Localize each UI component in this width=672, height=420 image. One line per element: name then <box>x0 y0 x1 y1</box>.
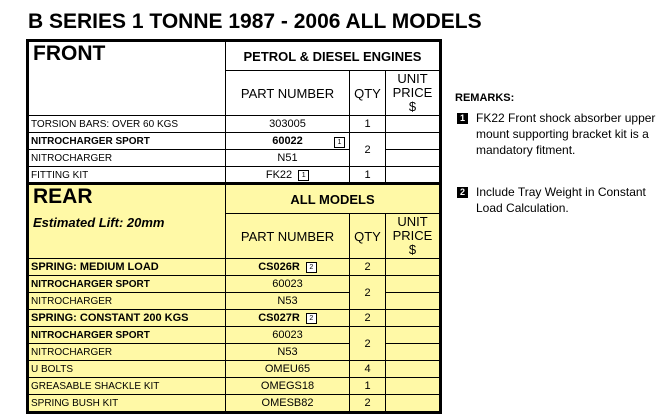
table-row <box>28 276 441 293</box>
table-row <box>28 378 441 395</box>
row-unit-price-input[interactable] <box>386 276 441 293</box>
row-unit-price-input[interactable] <box>386 259 441 276</box>
remark-ref-badge: 1 <box>334 137 345 148</box>
row-unit-price-input[interactable] <box>386 133 441 150</box>
row-part-number <box>226 150 350 167</box>
front-engines-label: PETROL & DIESEL ENGINES <box>226 41 441 71</box>
row-description: SPRING: CONSTANT 200 KGS <box>28 310 226 327</box>
table-row <box>28 133 441 150</box>
row-part-number: 60022 <box>226 133 350 150</box>
row-qty: 2 <box>350 327 386 361</box>
rear-col-qty: QTY <box>350 214 386 259</box>
row-qty: 1 <box>350 116 386 133</box>
rear-section-label <box>28 184 226 259</box>
rear-col-part-number: PART NUMBER <box>226 214 350 259</box>
row-description: U BOLTS <box>28 361 226 378</box>
row-unit-price-input[interactable] <box>386 395 441 413</box>
row-part-number: 303005 <box>226 116 350 133</box>
remark-text: FK22 Front shock absorber upper mount supporting bracket kit is a mandatory fitment. <box>476 111 656 157</box>
row-description: NITROCHARGER <box>28 344 226 361</box>
remark-ref-badge: 2 <box>306 262 317 273</box>
front-col-unit-price: UNIT PRICE $ <box>386 71 441 116</box>
remark-item <box>457 184 667 216</box>
table-row <box>28 116 441 133</box>
row-unit-price-input[interactable] <box>386 327 441 344</box>
table-row <box>28 310 441 327</box>
page-title <box>28 10 482 34</box>
row-part-number: 60023 <box>226 327 350 344</box>
title-years: 1987 - 2006 ALL MODELS <box>228 10 482 33</box>
row-part-number: OMESB82 <box>226 395 350 413</box>
row-unit-price-input[interactable] <box>386 116 441 133</box>
row-qty: 2 <box>350 395 386 413</box>
row-description: NITROCHARGER SPORT <box>28 133 226 150</box>
row-qty: 2 <box>350 310 386 327</box>
row-qty: 2 <box>350 276 386 310</box>
row-part-number: N53 <box>226 293 350 310</box>
title-model: B SERIES 1 TONNE <box>28 10 223 33</box>
table-row <box>28 259 441 276</box>
row-part-number: OMEGS18 <box>226 378 350 395</box>
row-description: GREASABLE SHACKLE KIT <box>28 378 226 395</box>
remarks-label: REMARKS: <box>455 92 515 104</box>
row-description: SPRING: MEDIUM LOAD <box>28 259 226 276</box>
row-unit-price-input[interactable] <box>386 310 441 327</box>
row-part-number: OMEU65 <box>226 361 350 378</box>
table-row <box>28 327 441 344</box>
row-description: FITTING KIT <box>28 167 226 185</box>
remark-item <box>457 110 667 158</box>
remark-text: Include Tray Weight in Constant Load Calculation. <box>476 185 646 215</box>
front-col-part-number: PART NUMBER <box>226 71 350 116</box>
table-row <box>28 395 441 413</box>
row-part-number <box>226 259 350 276</box>
part-number-text: FK22 <box>265 169 293 181</box>
row-description: SPRING BUSH KIT <box>28 395 226 413</box>
row-qty: 2 <box>350 133 386 167</box>
front-section-label: FRONT <box>28 41 226 116</box>
remark-ref-badge: 1 <box>298 170 309 181</box>
row-unit-price-input[interactable] <box>386 150 441 167</box>
row-description: NITROCHARGER <box>28 293 226 310</box>
row-unit-price-input[interactable] <box>386 344 441 361</box>
row-qty: 2 <box>350 259 386 276</box>
row-unit-price-input[interactable] <box>386 361 441 378</box>
front-parts-table <box>26 39 442 186</box>
row-unit-price-input[interactable] <box>386 293 441 310</box>
part-number-text: N51 <box>277 152 298 164</box>
remark-number: 2 <box>457 187 468 198</box>
row-part-number: 60023 <box>226 276 350 293</box>
row-unit-price-input[interactable] <box>386 378 441 395</box>
row-qty: 1 <box>350 378 386 395</box>
rear-models-label: ALL MODELS <box>226 184 441 214</box>
remark-ref-badge: 2 <box>306 313 317 324</box>
estimated-lift-label: Estimated Lift: 20mm <box>33 215 165 230</box>
row-part-number: N53 <box>226 344 350 361</box>
part-number-text: CS027R <box>258 312 300 324</box>
row-qty: 1 <box>350 167 386 185</box>
row-qty: 4 <box>350 361 386 378</box>
row-description: NITROCHARGER <box>28 150 226 167</box>
front-col-qty: QTY <box>350 71 386 116</box>
row-description: NITROCHARGER SPORT <box>28 327 226 344</box>
remark-number: 1 <box>457 113 468 124</box>
rear-parts-table <box>26 182 442 414</box>
rear-col-unit-price: UNIT PRICE $ <box>386 214 441 259</box>
table-row <box>28 361 441 378</box>
row-part-number <box>226 310 350 327</box>
row-description: NITROCHARGER SPORT <box>28 276 226 293</box>
rear-section-title: REAR <box>33 185 93 208</box>
row-description: TORSION BARS: OVER 60 KGS <box>28 116 226 133</box>
part-number-text: CS026R <box>258 261 300 273</box>
